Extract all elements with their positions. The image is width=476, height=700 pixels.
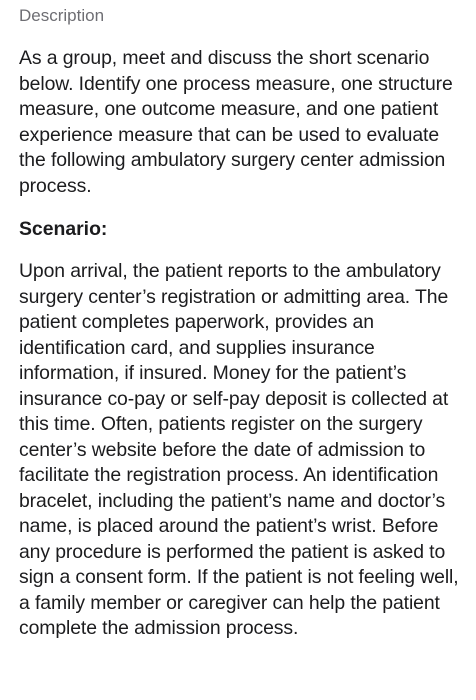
scenario-heading: Scenario: [19, 218, 108, 240]
description-label: Description [19, 6, 105, 25]
scenario-text: Upon arrival, the patient reports to the ambulatory surgery center’s registration or admitting area. The patient completes paperwork, provides an identification card, and supplies insurance information, if insured. Money for the patient’s insurance co-pay or self-pay deposit is collected at this time. Often, patients register on the surgery center’s website before the date of admission to facilitate the registration process. An identification bracelet, including the patient’s name and doctor’s name, is placed around the patient’s wrist. Before any procedure is performed the patient is asked to sign a consent form. If the patient is not feeling well, a family member or caregiver can help the patient complete the admission process. [19, 260, 459, 639]
description-text: As a group, meet and discuss the short scenario below. Identify one process measure, one structure measure, one outcome measure, and one patient experience measure that can be used to evaluate the following ambulatory surgery center admission process. [19, 47, 453, 197]
